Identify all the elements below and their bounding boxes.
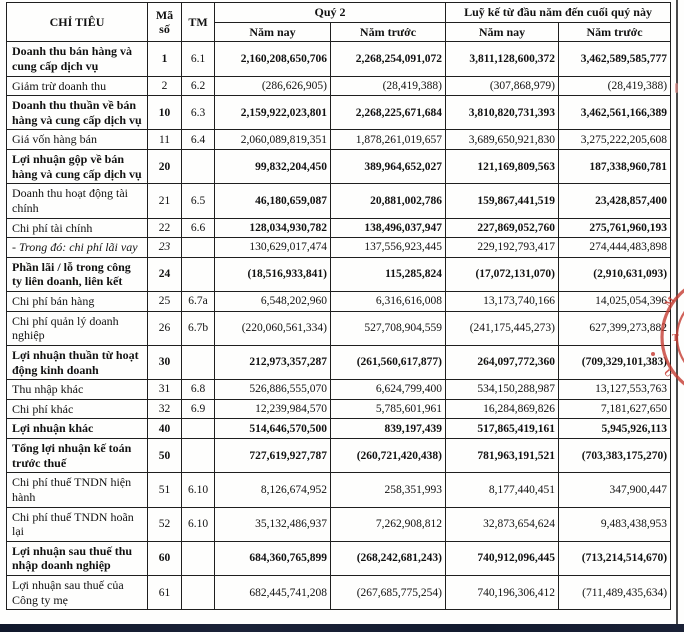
q2-nam-nay: (18,516,933,841) [215,257,331,291]
ytd-nam-truoc: 13,127,553,763 [559,380,671,400]
row-tm [182,439,215,473]
ytd-nam-truoc: (28,419,388) [559,76,671,96]
table-row [7,76,671,96]
row-tm: 6.1 [182,42,215,76]
q2-nam-nay: 514,646,570,500 [215,419,331,439]
q2-nam-truoc: (28,419,388) [331,76,446,96]
table-row [7,473,671,507]
ytd-nam-nay: 227,869,052,760 [446,218,559,238]
row-tm [182,576,215,610]
q2-nam-nay: 682,445,741,208 [215,576,331,610]
q2-nam-nay: 727,619,927,787 [215,439,331,473]
q2-nam-truoc: (267,685,775,254) [331,576,446,610]
row-label: Chi phí quản lý doanh nghiệp [7,311,148,345]
q2-nam-nay: 99,832,204,450 [215,150,331,184]
row-ma-so: 26 [148,311,182,345]
ytd-nam-truoc: 627,399,273,882 [559,311,671,345]
col-group-luy-ke: Luỹ kế từ đầu năm đến cuối quý này [446,3,671,23]
row-tm [182,257,215,291]
row-label: Chi phí thuế TNDN hoãn lại [7,507,148,541]
row-label: Doanh thu thuần về bán hàng và cung cấp dịch vụ [7,96,148,130]
table-row [7,399,671,419]
ytd-nam-nay: 740,912,096,445 [446,541,559,575]
row-label: Lợi nhuận sau thuế thu nhập doanh nghiệp [7,541,148,575]
q2-nam-truoc: (261,560,617,877) [331,345,446,379]
table-row [7,292,671,312]
ytd-nam-truoc: 274,444,483,898 [559,238,671,258]
col-group-quy-2: Quý 2 [215,3,446,23]
ytd-nam-truoc: 275,761,960,193 [559,218,671,238]
ytd-nam-nay: 3,810,820,731,393 [446,96,559,130]
q2-nam-nay: 35,132,486,937 [215,507,331,541]
row-label: Giảm trừ doanh thu [7,76,148,96]
ytd-nam-nay: 3,811,128,600,372 [446,42,559,76]
row-tm [182,238,215,258]
q2-nam-nay: 8,126,674,952 [215,473,331,507]
row-ma-so: 20 [148,150,182,184]
q2-nam-truoc: 527,708,904,559 [331,311,446,345]
row-tm [182,419,215,439]
table-row [7,419,671,439]
red-ink-tick [675,83,678,93]
ytd-nam-nay: (241,175,445,273) [446,311,559,345]
ytd-nam-truoc: 187,338,960,781 [559,150,671,184]
q2-nam-nay: 130,629,017,474 [215,238,331,258]
q2-nam-truoc: 1,878,261,019,657 [331,130,446,150]
q2-nam-nay: 128,034,930,782 [215,218,331,238]
row-ma-so: 52 [148,507,182,541]
row-tm: 6.5 [182,184,215,218]
q2-nam-truoc: 7,262,908,812 [331,507,446,541]
ytd-nam-truoc: (703,383,175,270) [559,439,671,473]
row-tm [182,541,215,575]
ytd-nam-nay: (17,072,131,070) [446,257,559,291]
col-header-ytd-nam-nay: Năm nay [446,22,559,42]
row-tm: 6.4 [182,130,215,150]
ytd-nam-truoc: (709,329,101,383) [559,345,671,379]
table-row [7,184,671,218]
row-tm: 6.6 [182,218,215,238]
ytd-nam-nay: 8,177,440,451 [446,473,559,507]
table-row [7,218,671,238]
stamp-letter-2: T [672,333,679,344]
row-label: - Trong đó: chi phí lãi vay [7,238,148,258]
q2-nam-nay: 2,160,208,650,706 [215,42,331,76]
row-ma-so: 2 [148,76,182,96]
row-tm: 6.8 [182,380,215,400]
ytd-nam-truoc: (711,489,435,634) [559,576,671,610]
ytd-nam-nay: 740,196,306,412 [446,576,559,610]
row-label: Lợi nhuận sau thuế của Công ty mẹ [7,576,148,610]
q2-nam-truoc: 389,964,652,027 [331,150,446,184]
row-tm: 6.7b [182,311,215,345]
ytd-nam-nay: 517,865,419,161 [446,419,559,439]
row-ma-so: 1 [148,42,182,76]
q2-nam-truoc: 138,496,037,947 [331,218,446,238]
q2-nam-truoc: 2,268,254,091,072 [331,42,446,76]
ytd-nam-truoc: 3,462,561,166,389 [559,96,671,130]
row-label: Lợi nhuận thuần từ hoạt động kinh doanh [7,345,148,379]
row-tm [182,345,215,379]
row-label: Doanh thu hoạt động tài chính [7,184,148,218]
table-row [7,257,671,291]
q2-nam-truoc: 2,268,225,671,684 [331,96,446,130]
row-tm: 6.10 [182,507,215,541]
row-tm: 6.10 [182,473,215,507]
table-row [7,345,671,379]
table-row [7,130,671,150]
table-row [7,439,671,473]
q2-nam-truoc: 258,351,993 [331,473,446,507]
ytd-nam-truoc: 3,462,589,585,777 [559,42,671,76]
table-row [7,576,671,610]
row-ma-so: 50 [148,439,182,473]
row-ma-so: 25 [148,292,182,312]
red-ink-dot [651,352,655,356]
ytd-nam-nay: 13,173,740,166 [446,292,559,312]
q2-nam-nay: 2,159,922,023,801 [215,96,331,130]
col-header-q2-nam-truoc: Năm trước [331,22,446,42]
table-row [7,96,671,130]
row-label: Phần lãi / lỗ trong công ty liên doanh, liên kết [7,257,148,291]
ytd-nam-truoc: 23,428,857,400 [559,184,671,218]
row-label: Lợi nhuận gộp về bán hàng và cung cấp dịch vụ [7,150,148,184]
ytd-nam-nay: (307,868,979) [446,76,559,96]
ytd-nam-truoc: 5,945,926,113 [559,419,671,439]
q2-nam-truoc: 137,556,923,445 [331,238,446,258]
income-statement-table [6,2,671,610]
col-header-chi-tieu: CHỈ TIÊU [7,3,148,42]
row-ma-so: 23 [148,238,182,258]
table-row [7,238,671,258]
table-header [7,3,671,42]
ytd-nam-nay: 264,097,772,360 [446,345,559,379]
q2-nam-nay: 46,180,659,087 [215,184,331,218]
table-row [7,311,671,345]
bottom-dark-bar [0,624,684,632]
ytd-nam-truoc: 7,181,627,650 [559,399,671,419]
row-label: Chi phí thuế TNDN hiện hành [7,473,148,507]
row-ma-so: 61 [148,576,182,610]
row-ma-so: 32 [148,399,182,419]
q2-nam-nay: 526,886,555,070 [215,380,331,400]
stamp-letter-3: U [661,367,675,380]
q2-nam-nay: 684,360,765,899 [215,541,331,575]
ytd-nam-nay: 781,963,191,521 [446,439,559,473]
row-label: Chi phí tài chính [7,218,148,238]
q2-nam-truoc: (268,242,681,243) [331,541,446,575]
row-tm: 6.7a [182,292,215,312]
q2-nam-truoc: 6,624,799,400 [331,380,446,400]
q2-nam-truoc: 20,881,002,786 [331,184,446,218]
col-header-ytd-nam-truoc: Năm trước [559,22,671,42]
q2-nam-truoc: 5,785,601,961 [331,399,446,419]
col-header-q2-nam-nay: Năm nay [215,22,331,42]
row-ma-so: 40 [148,419,182,439]
ytd-nam-nay: 3,689,650,921,830 [446,130,559,150]
ytd-nam-truoc: (713,214,514,670) [559,541,671,575]
row-ma-so: 30 [148,345,182,379]
row-label: Chi phí bán hàng [7,292,148,312]
ytd-nam-nay: 229,192,793,417 [446,238,559,258]
row-label: Doanh thu bán hàng và cung cấp dịch vụ [7,42,148,76]
row-ma-so: 60 [148,541,182,575]
q2-nam-nay: (286,626,905) [215,76,331,96]
q2-nam-truoc: 839,197,439 [331,419,446,439]
table-row [7,42,671,76]
q2-nam-nay: 2,060,089,819,351 [215,130,331,150]
ytd-nam-nay: 121,169,809,563 [446,150,559,184]
ytd-nam-truoc: 9,483,438,953 [559,507,671,541]
col-header-tm: TM [182,3,215,42]
row-ma-so: 24 [148,257,182,291]
table-row [7,150,671,184]
row-ma-so: 11 [148,130,182,150]
row-ma-so: 22 [148,218,182,238]
q2-nam-nay: 212,973,357,287 [215,345,331,379]
ytd-nam-nay: 159,867,441,519 [446,184,559,218]
row-tm: 6.2 [182,76,215,96]
ytd-nam-nay: 32,873,654,624 [446,507,559,541]
row-label: Lợi nhuận khác [7,419,148,439]
table-row [7,507,671,541]
row-label: Tổng lợi nhuận kế toán trước thuế [7,439,148,473]
col-header-ma-so: Mã số [148,3,182,42]
table-body [7,42,671,610]
page-edge-line [676,0,678,632]
q2-nam-truoc: 115,285,824 [331,257,446,291]
stamp-letter-1: M [662,295,678,310]
row-ma-so: 21 [148,184,182,218]
row-ma-so: 31 [148,380,182,400]
ytd-nam-truoc: 3,275,222,205,608 [559,130,671,150]
ytd-nam-nay: 16,284,869,826 [446,399,559,419]
row-label: Giá vốn hàng bán [7,130,148,150]
row-ma-so: 10 [148,96,182,130]
row-tm: 6.3 [182,96,215,130]
row-tm [182,150,215,184]
q2-nam-nay: 6,548,202,960 [215,292,331,312]
q2-nam-truoc: (260,721,420,438) [331,439,446,473]
ytd-nam-truoc: 14,025,054,396 [559,292,671,312]
row-label: Chi phí khác [7,399,148,419]
ytd-nam-nay: 534,150,288,987 [446,380,559,400]
q2-nam-truoc: 6,316,616,008 [331,292,446,312]
row-ma-so: 51 [148,473,182,507]
q2-nam-nay: 12,239,984,570 [215,399,331,419]
row-tm: 6.9 [182,399,215,419]
table-row [7,380,671,400]
row-label: Thu nhập khác [7,380,148,400]
ytd-nam-truoc: (2,910,631,093) [559,257,671,291]
table-row [7,541,671,575]
q2-nam-nay: (220,060,561,334) [215,311,331,345]
ytd-nam-truoc: 347,900,447 [559,473,671,507]
